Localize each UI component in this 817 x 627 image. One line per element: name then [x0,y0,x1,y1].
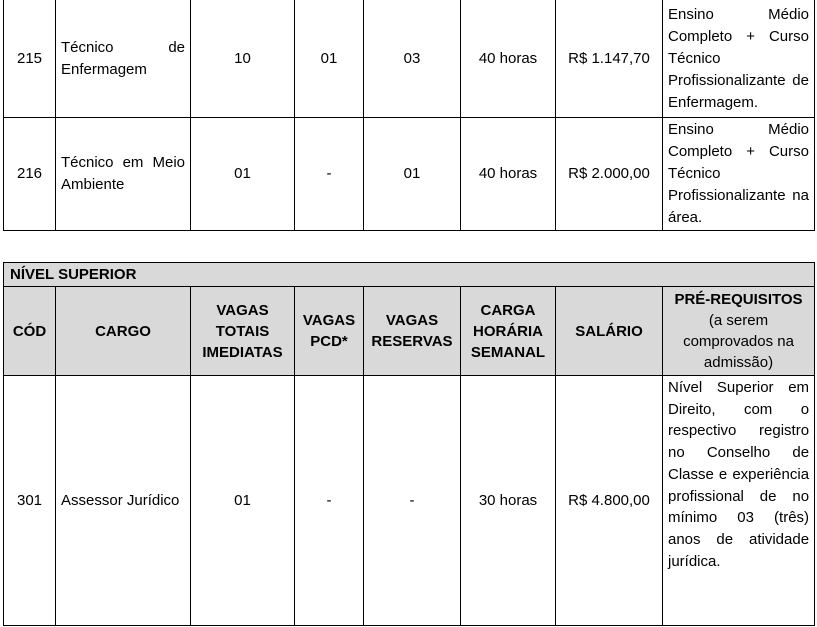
cell-cod: 215 [4,0,56,118]
table-header-row [4,287,815,376]
cell-cod: 216 [4,118,56,231]
header-salario: SALÁRIO [556,287,663,376]
cell-vagas-reservas: 01 [364,118,461,231]
header-vagas-totais: VAGAS TOTAIS IMEDIATAS [191,287,295,376]
table-tecnico-continuation [3,0,815,231]
table-row [4,376,815,626]
cell-carga-horaria: 30 horas [461,376,556,626]
cell-cargo: Técnico em Meio Ambiente [56,118,191,231]
cell-pre-requisitos: Ensino Médio Completo + Curso Técnico Profissionalizante de Enfermagem. [663,0,815,118]
cell-vagas-totais: 01 [191,376,295,626]
cell-salario: R$ 1.147,70 [556,0,663,118]
header-pre-requisitos-note: (a serem comprovados na admissão) [683,312,794,371]
cell-vagas-totais: 10 [191,0,295,118]
header-pre-requisitos [663,287,815,376]
cell-vagas-reservas: - [364,376,461,626]
cell-vagas-pcd: - [295,376,364,626]
cell-cargo: Assessor Jurídico [56,376,191,626]
cell-vagas-reservas: 03 [364,0,461,118]
header-cod: CÓD [4,287,56,376]
cell-pre-requisitos: Nível Superior em Direito, com o respectivo registro no Conselho de Classe e experiência profissional de no mínimo 03 (três) anos de atividade jurídica. [663,376,815,626]
table-row [4,118,815,231]
header-vagas-reservas: VAGAS RESERVAS [364,287,461,376]
cell-carga-horaria: 40 horas [461,0,556,118]
cell-salario: R$ 4.800,00 [556,376,663,626]
section-header-row [4,263,815,287]
header-cargo: CARGO [56,287,191,376]
cell-cod: 301 [4,376,56,626]
header-vagas-pcd: VAGAS PCD* [295,287,364,376]
cell-vagas-totais: 01 [191,118,295,231]
cell-vagas-pcd: - [295,118,364,231]
cell-salario: R$ 2.000,00 [556,118,663,231]
cell-carga-horaria: 40 horas [461,118,556,231]
header-pre-requisitos-title: PRÉ-REQUISITOS [674,291,803,308]
section-title: NÍVEL SUPERIOR [4,263,815,287]
table-row [4,0,815,118]
table-nivel-superior [3,262,815,626]
header-carga-horaria: CARGA HORÁRIA SEMANAL [461,287,556,376]
cell-vagas-pcd: 01 [295,0,364,118]
cell-cargo: Técnico de Enfermagem [56,0,191,118]
cell-pre-requisitos: Ensino Médio Completo + Curso Técnico Profissionalizante na área. [663,118,815,231]
